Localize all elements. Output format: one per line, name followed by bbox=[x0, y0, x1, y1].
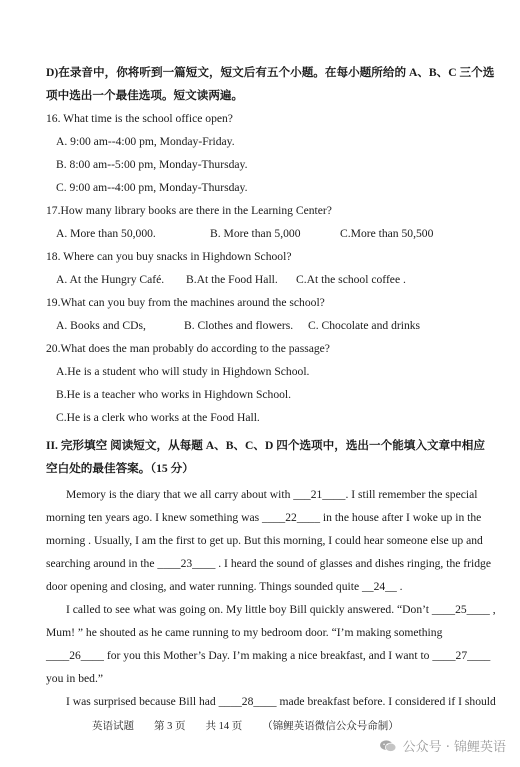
question-16-option-b: B. 8:00 am--5:00 pm, Monday-Thursday. bbox=[56, 158, 248, 171]
passage-line-4: searching around in the ____23____ . I heard the sound of glasses and dishes ringing, the fridge bbox=[46, 557, 491, 570]
section-d-instruction-line2: 项中选出一个最佳选项。短文读两遍。 bbox=[46, 89, 244, 102]
question-19-option-c: C. Chocolate and drinks bbox=[308, 319, 421, 332]
passage-line-1: Memory is the diary that we all carry about with ___21____. I still remember the special bbox=[66, 488, 478, 501]
question-19-stem: 19.What can you buy from the machines around the school? bbox=[46, 296, 325, 309]
question-18-option-a: A. At the Hungry Café. bbox=[56, 273, 165, 286]
question-20-option-c: C.He is a clerk who works at the Food Hall. bbox=[56, 411, 260, 424]
question-17-options bbox=[56, 226, 433, 242]
passage-line-8: ____26____ for you this Mother’s Day. I’m making a nice breakfast, and I want to ____27____ bbox=[46, 649, 491, 662]
question-20-option-b: B.He is a teacher who works in Highdown School. bbox=[56, 388, 292, 401]
section-d-instruction-line1: D)在录音中，你将听到一篇短文，短文后有五个小题。在每小题所给的 A、B、C 三个选 bbox=[46, 66, 495, 79]
question-16-option-a: A. 9:00 am--4:00 pm, Monday-Friday. bbox=[56, 135, 235, 148]
footer-subject: 英语试题 bbox=[92, 721, 134, 732]
passage-line-5: door opening and closing, and water running. Things sounded quite __24__ . bbox=[46, 580, 403, 593]
passage-line-7: Mum! ” he shouted as he came running to my bedroom door. “I’m making something bbox=[46, 626, 443, 639]
question-19-option-a: A. Books and CDs, bbox=[56, 319, 146, 332]
passage-line-2: morning ten years ago. I knew something was ____22____ in the house after I woke up in the bbox=[46, 511, 482, 524]
section-ii-instruction-line1: II. 完形填空 阅读短文，从每题 A、B、C、D 四个选项中，选出一个能填入文章中相应 bbox=[46, 439, 485, 452]
section-ii-instruction-line2: 空白处的最佳答案。（15 分） bbox=[46, 462, 194, 475]
question-18-stem: 18. Where can you buy snacks in Highdown School? bbox=[46, 250, 292, 263]
passage-line-9: you in bed.” bbox=[46, 672, 103, 685]
question-19-option-b: B. Clothes and flowers. bbox=[184, 319, 294, 332]
question-16-option-c: C. 9:00 am--4:00 pm, Monday-Thursday. bbox=[56, 181, 248, 194]
page-footer bbox=[92, 718, 419, 733]
footer-page-number: 第 3 页 bbox=[154, 721, 186, 732]
question-17-stem: 17.How many library books are there in the Learning Center? bbox=[46, 204, 332, 217]
passage-line-10: I was surprised because Bill had ____28____ made breakfast before. I considered if I should bbox=[66, 695, 496, 708]
question-18-option-c: C.At the school coffee . bbox=[296, 273, 406, 286]
question-20-option-a: A.He is a student who will study in Highdown School. bbox=[56, 365, 310, 378]
wechat-icon bbox=[379, 739, 397, 753]
question-18-options bbox=[56, 272, 406, 288]
question-19-options bbox=[56, 318, 420, 334]
watermark-text: 公众号 · 锦鲤英语 bbox=[402, 740, 506, 755]
question-18-option-b: B.At the Food Hall. bbox=[186, 273, 278, 286]
watermark bbox=[379, 736, 506, 755]
question-16-stem: 16. What time is the school office open? bbox=[46, 112, 233, 125]
question-20-stem: 20.What does the man probably do according to the passage? bbox=[46, 342, 330, 355]
question-17-option-c: C.More than 50,500 bbox=[340, 227, 434, 240]
passage-line-3: morning . Usually, I am the first to get up. But this morning, I could hear someone else up and bbox=[46, 534, 483, 547]
question-17-option-a: A. More than 50,000. bbox=[56, 227, 156, 240]
passage-line-6: I called to see what was going on. My little boy Bill quickly answered. “Don’t ____25____ , bbox=[66, 603, 496, 616]
question-17-option-b: B. More than 5,000 bbox=[210, 227, 301, 240]
footer-total-pages: 共 14 页 bbox=[205, 721, 243, 732]
footer-source: （锦鲤英语微信公众号命制） bbox=[262, 721, 399, 732]
